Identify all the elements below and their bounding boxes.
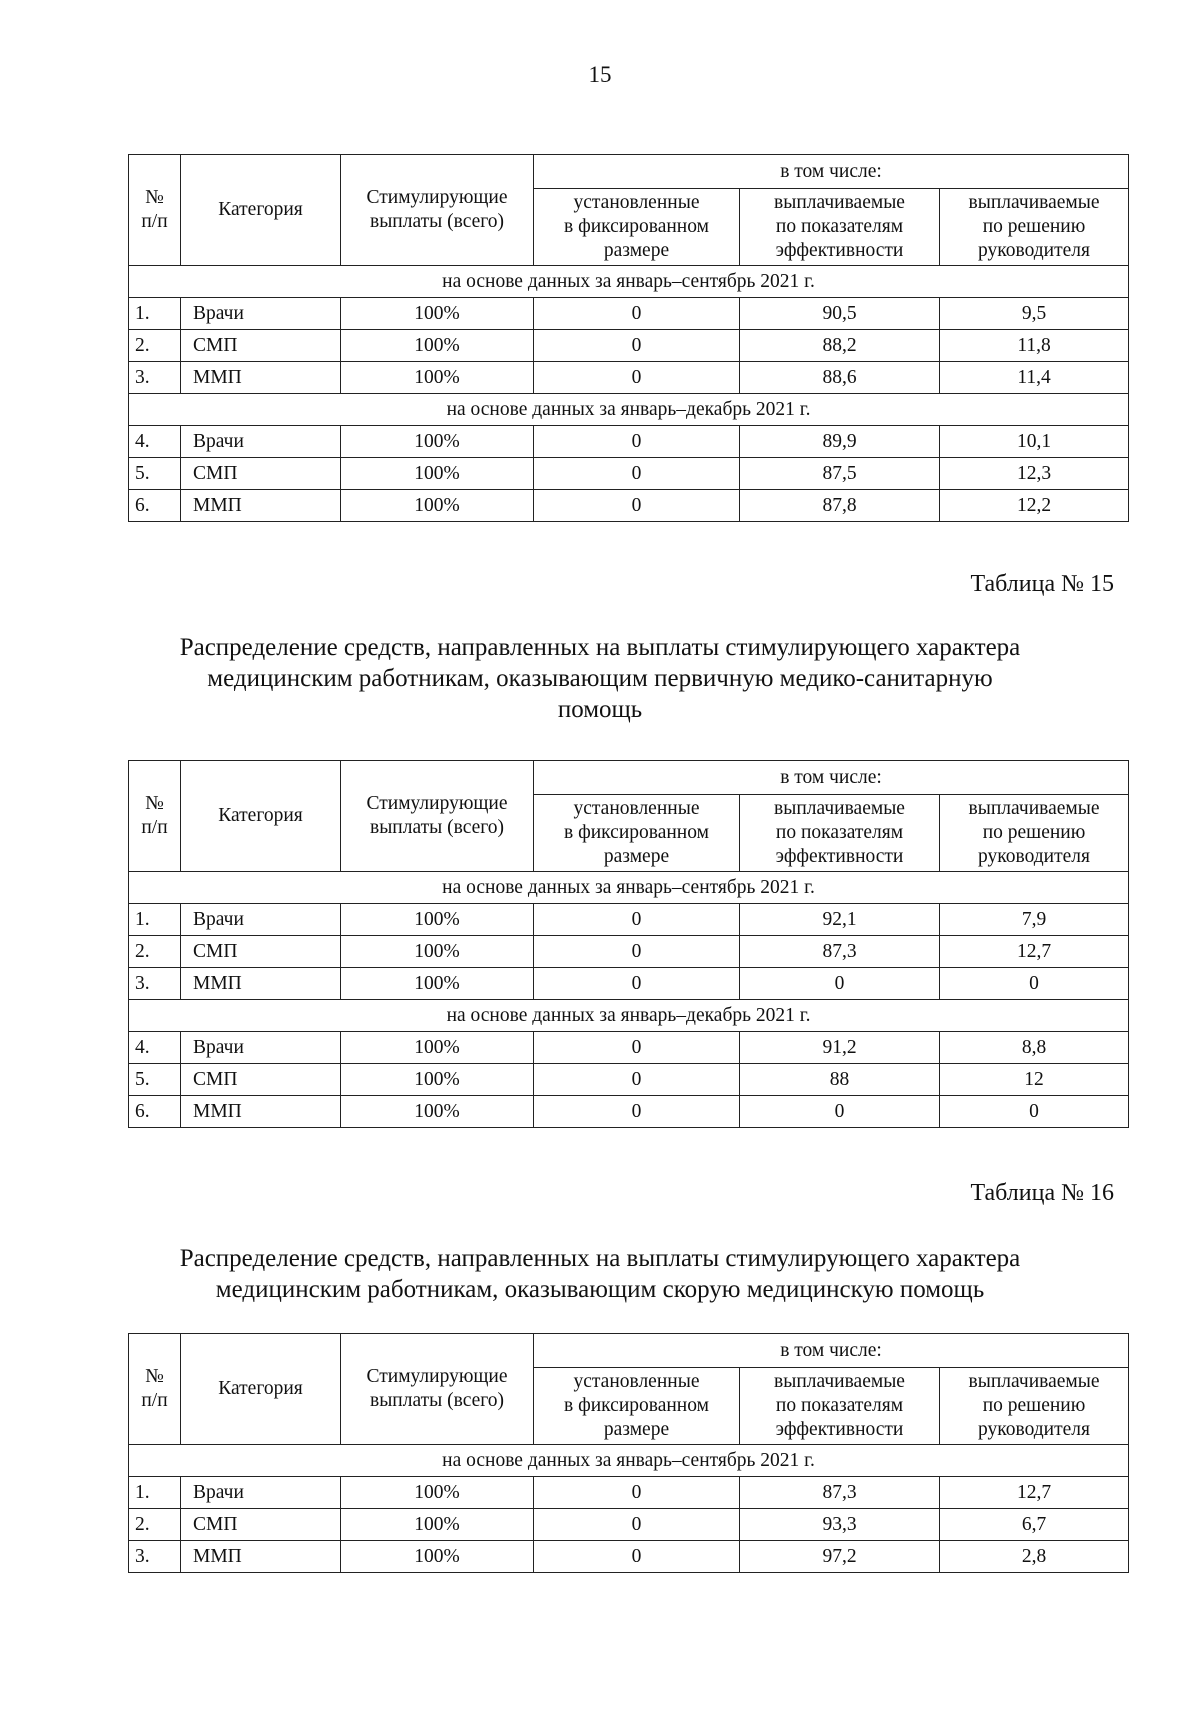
table-row xyxy=(129,1477,1129,1509)
row-performance: 97,2 xyxy=(740,1541,940,1573)
header-line: в фиксированном xyxy=(564,216,709,237)
header-line: в том числе: xyxy=(780,1339,882,1361)
table-15-title-line-2: медицинским работникам, оказывающим первичную медико-санитарную xyxy=(207,665,993,692)
header-line: установленные xyxy=(573,192,700,213)
row-performance: 91,2 xyxy=(740,1032,940,1064)
header-fixed xyxy=(534,795,740,872)
row-manager: 8,8 xyxy=(940,1032,1129,1064)
table-15 xyxy=(128,760,1129,1128)
header-total xyxy=(341,1334,534,1445)
header-line: выплаты (всего) xyxy=(369,1390,504,1411)
header-line: в том числе: xyxy=(780,160,882,182)
row-fixed: 0 xyxy=(534,936,740,968)
table-16-title-line-1: Распределение средств, направленных на выплаты стимулирующего характера xyxy=(179,1245,1021,1272)
row-fixed: 0 xyxy=(534,1032,740,1064)
row-manager: 10,1 xyxy=(940,426,1129,458)
header-row xyxy=(129,1334,1129,1368)
row-fixed: 0 xyxy=(534,1064,740,1096)
header-line: № xyxy=(145,793,164,814)
table-row xyxy=(129,1032,1129,1064)
row-performance: 90,5 xyxy=(740,298,940,330)
header-manager xyxy=(940,189,1129,266)
row-fixed: 0 xyxy=(534,490,740,522)
row-number: 2. xyxy=(129,1509,181,1541)
row-manager: 0 xyxy=(940,968,1129,1000)
table-16-title xyxy=(100,1243,1100,1305)
table-15-caption: Таблица № 15 xyxy=(970,571,1114,597)
header-line: размере xyxy=(603,846,670,867)
row-category: Врачи xyxy=(181,1032,341,1064)
row-number: 1. xyxy=(129,298,181,330)
table-row xyxy=(129,298,1129,330)
row-number: 1. xyxy=(129,904,181,936)
table-row xyxy=(129,1096,1129,1128)
header-total xyxy=(341,761,534,872)
row-total: 100% xyxy=(341,1509,534,1541)
row-manager: 9,5 xyxy=(940,298,1129,330)
row-total: 100% xyxy=(341,330,534,362)
row-fixed: 0 xyxy=(534,362,740,394)
header-line: в фиксированном xyxy=(564,1395,709,1416)
row-fixed: 0 xyxy=(534,458,740,490)
row-performance: 88,2 xyxy=(740,330,940,362)
row-total: 100% xyxy=(341,936,534,968)
table-15-wrap xyxy=(128,760,1128,1128)
row-performance: 87,5 xyxy=(740,458,940,490)
header-line: эффективности xyxy=(775,846,904,867)
row-fixed: 0 xyxy=(534,426,740,458)
header-line: по показателям xyxy=(775,216,904,237)
row-fixed: 0 xyxy=(534,1541,740,1573)
row-manager: 7,9 xyxy=(940,904,1129,936)
row-category: ММП xyxy=(181,1541,341,1573)
row-total: 100% xyxy=(341,1477,534,1509)
header-line: выплачиваемые xyxy=(774,798,905,819)
table-1-wrap xyxy=(128,154,1128,522)
row-category: Врачи xyxy=(181,426,341,458)
table-15-title-line-1: Распределение средств, направленных на выплаты стимулирующего характера xyxy=(179,634,1021,661)
row-fixed: 0 xyxy=(534,904,740,936)
period-row xyxy=(129,266,1129,298)
header-line: Стимулирующие xyxy=(366,793,508,814)
row-category: ММП xyxy=(181,968,341,1000)
period-label: на основе данных за январь–декабрь 2021 г. xyxy=(129,1000,1129,1032)
row-performance: 87,3 xyxy=(740,1477,940,1509)
row-fixed: 0 xyxy=(534,298,740,330)
header-line: установленные xyxy=(573,1371,700,1392)
period-row xyxy=(129,1000,1129,1032)
row-total: 100% xyxy=(341,1064,534,1096)
row-category: СМП xyxy=(181,1064,341,1096)
table-16-wrap xyxy=(128,1333,1128,1573)
row-manager: 12 xyxy=(940,1064,1129,1096)
header-line: по решению xyxy=(982,216,1086,237)
header-row xyxy=(129,155,1129,189)
header-line: Стимулирующие xyxy=(366,187,508,208)
row-manager: 12,3 xyxy=(940,458,1129,490)
header-line: руководителя xyxy=(978,240,1090,261)
table-row xyxy=(129,1509,1129,1541)
row-category: ММП xyxy=(181,490,341,522)
header-line: руководителя xyxy=(978,846,1090,867)
header-manager xyxy=(940,1368,1129,1445)
table-1 xyxy=(128,154,1129,522)
row-performance: 89,9 xyxy=(740,426,940,458)
header-line: эффективности xyxy=(775,1419,904,1440)
row-performance: 0 xyxy=(740,1096,940,1128)
header-line: п/п xyxy=(141,211,168,232)
header-line: выплачиваемые xyxy=(968,192,1100,213)
row-total: 100% xyxy=(341,1541,534,1573)
header-performance xyxy=(740,189,940,266)
row-number: 6. xyxy=(129,490,181,522)
table-15-title-line-3: помощь xyxy=(557,696,643,723)
row-manager: 6,7 xyxy=(940,1509,1129,1541)
row-total: 100% xyxy=(341,1096,534,1128)
row-performance: 88,6 xyxy=(740,362,940,394)
row-total: 100% xyxy=(341,298,534,330)
header-line: № xyxy=(145,1366,164,1387)
header-number xyxy=(129,155,181,266)
header-number xyxy=(129,761,181,872)
header-line: № xyxy=(145,187,164,208)
row-category: ММП xyxy=(181,362,341,394)
header-line: по показателям xyxy=(775,822,904,843)
header-category xyxy=(181,761,341,872)
period-row xyxy=(129,394,1129,426)
row-category: СМП xyxy=(181,330,341,362)
header-line: п/п xyxy=(141,817,168,838)
header-line: Категория xyxy=(218,805,303,826)
row-number: 5. xyxy=(129,458,181,490)
row-performance: 0 xyxy=(740,968,940,1000)
row-performance: 88 xyxy=(740,1064,940,1096)
header-line: по решению xyxy=(982,822,1086,843)
table-15-title xyxy=(100,632,1100,725)
header-manager xyxy=(940,795,1129,872)
row-manager: 12,7 xyxy=(940,1477,1129,1509)
row-manager: 11,4 xyxy=(940,362,1129,394)
row-category: Врачи xyxy=(181,298,341,330)
header-category xyxy=(181,155,341,266)
table-row xyxy=(129,426,1129,458)
row-number: 5. xyxy=(129,1064,181,1096)
header-line: п/п xyxy=(141,1390,168,1411)
row-number: 3. xyxy=(129,968,181,1000)
row-performance: 92,1 xyxy=(740,904,940,936)
table-row xyxy=(129,330,1129,362)
row-manager: 0 xyxy=(940,1096,1129,1128)
header-category xyxy=(181,1334,341,1445)
row-total: 100% xyxy=(341,490,534,522)
row-total: 100% xyxy=(341,362,534,394)
header-fixed xyxy=(534,189,740,266)
row-number: 1. xyxy=(129,1477,181,1509)
table-16 xyxy=(128,1333,1129,1573)
period-label: на основе данных за январь–сентябрь 2021 г. xyxy=(129,1445,1129,1477)
row-number: 2. xyxy=(129,936,181,968)
row-total: 100% xyxy=(341,458,534,490)
row-total: 100% xyxy=(341,968,534,1000)
row-manager: 12,7 xyxy=(940,936,1129,968)
row-number: 4. xyxy=(129,1032,181,1064)
row-fixed: 0 xyxy=(534,330,740,362)
header-line: выплаты (всего) xyxy=(369,211,504,232)
header-total xyxy=(341,155,534,266)
header-line: руководителя xyxy=(978,1419,1090,1440)
row-manager: 11,8 xyxy=(940,330,1129,362)
row-fixed: 0 xyxy=(534,968,740,1000)
header-including xyxy=(534,761,1129,795)
table-row xyxy=(129,490,1129,522)
row-performance: 87,8 xyxy=(740,490,940,522)
period-label: на основе данных за январь–сентябрь 2021 г. xyxy=(129,872,1129,904)
table-row xyxy=(129,936,1129,968)
header-line: выплачиваемые xyxy=(774,192,905,213)
row-number: 2. xyxy=(129,330,181,362)
row-category: Врачи xyxy=(181,1477,341,1509)
row-category: Врачи xyxy=(181,904,341,936)
header-line: выплачиваемые xyxy=(774,1371,905,1392)
row-number: 6. xyxy=(129,1096,181,1128)
table-row xyxy=(129,968,1129,1000)
table-row xyxy=(129,1541,1129,1573)
row-number: 3. xyxy=(129,362,181,394)
row-category: СМП xyxy=(181,936,341,968)
row-performance: 93,3 xyxy=(740,1509,940,1541)
table-16-caption: Таблица № 16 xyxy=(970,1180,1114,1206)
header-line: по решению xyxy=(982,1395,1086,1416)
row-manager: 2,8 xyxy=(940,1541,1129,1573)
header-line: выплаты (всего) xyxy=(369,817,504,838)
header-line: Категория xyxy=(218,199,303,220)
header-line: размере xyxy=(603,240,670,261)
row-fixed: 0 xyxy=(534,1096,740,1128)
header-performance xyxy=(740,1368,940,1445)
row-total: 100% xyxy=(341,426,534,458)
header-line: выплачиваемые xyxy=(968,798,1100,819)
header-line: выплачиваемые xyxy=(968,1371,1100,1392)
period-label: на основе данных за январь–сентябрь 2021 г. xyxy=(129,266,1129,298)
period-label: на основе данных за январь–декабрь 2021 г. xyxy=(129,394,1129,426)
page-number: 15 xyxy=(588,62,612,87)
period-row xyxy=(129,872,1129,904)
header-line: Категория xyxy=(218,1378,303,1399)
table-row xyxy=(129,362,1129,394)
header-line: эффективности xyxy=(775,240,904,261)
table-16-title-line-2: медицинским работникам, оказывающим скорую медицинскую помощь xyxy=(215,1276,985,1303)
header-line: установленные xyxy=(573,798,700,819)
header-line: по показателям xyxy=(775,1395,904,1416)
period-row xyxy=(129,1445,1129,1477)
header-performance xyxy=(740,795,940,872)
row-performance: 87,3 xyxy=(740,936,940,968)
row-manager: 12,2 xyxy=(940,490,1129,522)
row-total: 100% xyxy=(341,1032,534,1064)
row-number: 3. xyxy=(129,1541,181,1573)
row-total: 100% xyxy=(341,904,534,936)
table-row xyxy=(129,904,1129,936)
row-category: ММП xyxy=(181,1096,341,1128)
header-line: в фиксированном xyxy=(564,822,709,843)
header-fixed xyxy=(534,1368,740,1445)
header-including xyxy=(534,155,1129,189)
row-fixed: 0 xyxy=(534,1477,740,1509)
header-line: в том числе: xyxy=(780,766,882,788)
header-including xyxy=(534,1334,1129,1368)
row-fixed: 0 xyxy=(534,1509,740,1541)
row-number: 4. xyxy=(129,426,181,458)
header-line: Стимулирующие xyxy=(366,1366,508,1387)
header-line: размере xyxy=(603,1419,670,1440)
table-row xyxy=(129,1064,1129,1096)
table-row xyxy=(129,458,1129,490)
header-row xyxy=(129,761,1129,795)
header-number xyxy=(129,1334,181,1445)
row-category: СМП xyxy=(181,458,341,490)
row-category: СМП xyxy=(181,1509,341,1541)
